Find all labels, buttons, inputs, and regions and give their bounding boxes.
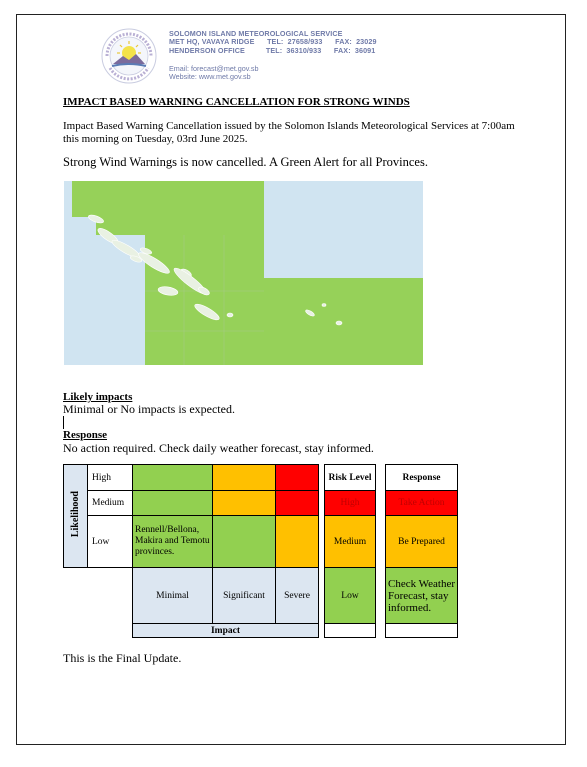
cell-high-significant bbox=[213, 465, 276, 491]
solomon-islands-map bbox=[64, 181, 423, 365]
response-header: Response bbox=[386, 465, 458, 491]
met-service-logo bbox=[98, 26, 160, 86]
likely-impacts-text: Minimal or No impacts is expected. bbox=[63, 402, 235, 416]
contact-block bbox=[169, 65, 258, 82]
risk-level-empty bbox=[325, 624, 376, 638]
likelihood-label: Likelihood bbox=[70, 491, 81, 538]
org-header bbox=[169, 30, 377, 55]
final-update-note: This is the Final Update. bbox=[63, 651, 182, 665]
impact-col-significant: Significant bbox=[213, 568, 276, 624]
likely-impacts-label: Likely impacts bbox=[63, 391, 133, 403]
response-empty bbox=[386, 624, 458, 638]
response-be-prepared: Be Prepared bbox=[386, 516, 458, 568]
text-cursor bbox=[63, 416, 64, 429]
cell-high-severe bbox=[276, 465, 319, 491]
row-label-medium: Medium bbox=[88, 491, 133, 516]
henderson-tel: TEL: 36310/933 bbox=[265, 45, 322, 55]
cell-medium-minimal bbox=[133, 491, 213, 516]
response-text: No action required. Check daily weather forecast, stay informed. bbox=[63, 441, 374, 455]
website-link[interactable]: Website: www.met.gov.sb bbox=[169, 72, 251, 82]
risk-level-medium: Medium bbox=[325, 516, 376, 568]
likelihood-axis bbox=[64, 465, 88, 568]
response-label: Response bbox=[63, 429, 108, 441]
cell-medium-significant bbox=[213, 491, 276, 516]
cell-low-severe bbox=[276, 516, 319, 568]
henderson-line: HENDERSON OFFICE bbox=[169, 45, 245, 55]
org-name: SOLOMON ISLAND METEOROLOGICAL SERVICE bbox=[169, 29, 343, 38]
risk-level-header: Risk Level bbox=[325, 465, 376, 491]
hq-fax: FAX: 23029 bbox=[335, 37, 377, 47]
row-label-high: High bbox=[88, 465, 133, 491]
cell-low-minimal: Rennell/Bellona, Makira and Temotu provinces. bbox=[133, 516, 213, 568]
risk-level-high: High bbox=[325, 491, 376, 516]
henderson-fax: FAX: 36091 bbox=[333, 45, 376, 55]
hq-tel: TEL: 27658/933 bbox=[267, 37, 323, 47]
page-title: IMPACT BASED WARNING CANCELLATION FOR STRONG WINDS bbox=[63, 96, 410, 108]
hq-line: MET HQ, VAVAYA RIDGE bbox=[169, 37, 255, 47]
status-statement: Strong Wind Warnings is now cancelled. A Green Alert for all Provinces. bbox=[63, 155, 428, 169]
risk-matrix bbox=[63, 464, 458, 638]
response-take-action: Take Action bbox=[386, 491, 458, 516]
cell-medium-severe bbox=[276, 491, 319, 516]
risk-level-low: Low bbox=[325, 568, 376, 624]
cell-low-significant bbox=[213, 516, 276, 568]
intro-paragraph: Impact Based Warning Cancellation issued by the Solomon Islands Meteorological Services at 7:00am this morning on Tuesday, 03rd June 2025. bbox=[63, 120, 515, 145]
row-label-low: Low bbox=[88, 516, 133, 568]
impact-axis-label: Impact bbox=[133, 624, 319, 638]
impact-col-minimal: Minimal bbox=[133, 568, 213, 624]
email-link[interactable]: Email: forecast@met.gov.sb bbox=[169, 64, 259, 73]
response-check-forecast: Check Weather Forecast, stay informed. bbox=[386, 568, 458, 624]
impact-col-severe: Severe bbox=[276, 568, 319, 624]
cell-high-minimal bbox=[133, 465, 213, 491]
